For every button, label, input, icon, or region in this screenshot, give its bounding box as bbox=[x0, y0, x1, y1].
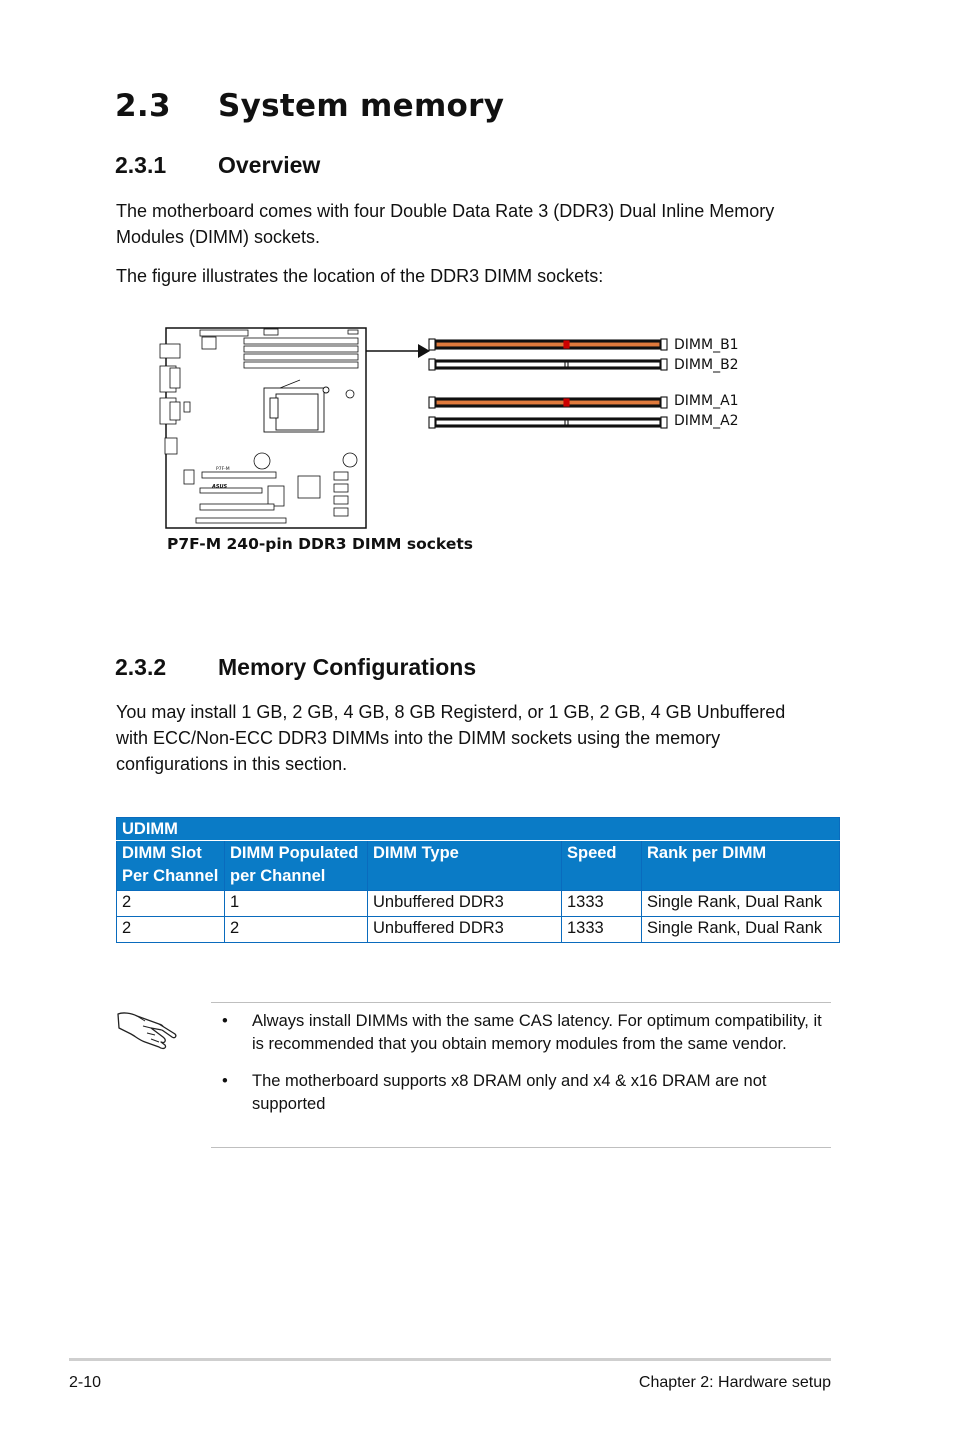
overview-number: 2.3.1 bbox=[115, 152, 167, 178]
figure-caption: P7F-M 240-pin DDR3 DIMM sockets bbox=[167, 535, 473, 553]
table-cell: 1 bbox=[225, 891, 368, 917]
col-header-populated: DIMM Populated per Channel bbox=[225, 841, 368, 891]
table-cell: 2 bbox=[117, 891, 225, 917]
dimm-b1-label: DIMM_B1 bbox=[674, 337, 739, 353]
udimm-config-table bbox=[116, 817, 840, 943]
table-cell: Unbuffered DDR3 bbox=[368, 891, 562, 917]
table-row bbox=[117, 917, 840, 943]
dimm-a2-label: DIMM_A2 bbox=[674, 413, 739, 429]
note-top-rule bbox=[211, 1002, 831, 1003]
table-cell: 2 bbox=[225, 917, 368, 943]
dimm-a1-label: DIMM_A1 bbox=[674, 393, 739, 409]
overview-heading bbox=[115, 152, 320, 179]
dimm-b2-label: DIMM_B2 bbox=[674, 357, 739, 373]
board-logo: ASUS bbox=[212, 484, 228, 490]
note-text: Always install DIMMs with the same CAS latency. For optimum compatibility, it is recommended that you obtain memory modules from the same vendor. bbox=[252, 1012, 822, 1053]
pointing-hand-icon bbox=[115, 1004, 179, 1050]
section-number: 2.3 bbox=[115, 88, 171, 124]
overview-title: Overview bbox=[218, 152, 321, 178]
col-header-dimm-type: DIMM Type bbox=[368, 841, 562, 891]
page-number: 2-10 bbox=[69, 1374, 102, 1391]
enlarged-dimm-slots bbox=[429, 339, 667, 428]
memory-config-number: 2.3.2 bbox=[115, 654, 167, 680]
col-header-speed: Speed bbox=[562, 841, 642, 891]
table-cell: Unbuffered DDR3 bbox=[368, 917, 562, 943]
table-title: UDIMM bbox=[117, 818, 840, 841]
note-list bbox=[222, 1010, 827, 1130]
bullet: • bbox=[222, 1012, 228, 1030]
memory-config-paragraph: You may install 1 GB, 2 GB, 4 GB, 8 GB Registerd, or 1 GB, 2 GB, 4 GB Unbuffered with ECC/Non-ECC DDR3 DIMMs into the DIMM sockets using the memory configurations in this section. bbox=[116, 702, 786, 774]
note-text: The motherboard supports x8 DRAM only and x4 & x16 DRAM are not supported bbox=[252, 1072, 767, 1113]
table-cell: Single Rank, Dual Rank bbox=[642, 917, 840, 943]
section-title: System memory bbox=[218, 88, 505, 124]
table-cell: Single Rank, Dual Rank bbox=[642, 891, 840, 917]
table-cell: 1333 bbox=[562, 891, 642, 917]
table-cell: 2 bbox=[117, 917, 225, 943]
note-bottom-rule bbox=[211, 1147, 831, 1148]
section-heading bbox=[115, 88, 504, 124]
note-item bbox=[222, 1070, 827, 1116]
overview-paragraph: The motherboard comes with four Double Data Rate 3 (DDR3) Dual Inline Memory Modules (DIMM) sockets. bbox=[116, 201, 775, 247]
cpu-socket bbox=[264, 387, 329, 432]
note-item bbox=[222, 1010, 827, 1056]
chapter-label: Chapter 2: Hardware setup bbox=[638, 1374, 831, 1391]
figure-intro-paragraph: The figure illustrates the location of the DDR3 DIMM sockets: bbox=[116, 266, 604, 286]
memory-config-heading bbox=[115, 654, 476, 681]
board-model-label: P7F-M bbox=[216, 467, 230, 472]
col-header-rank: Rank per DIMM bbox=[642, 841, 840, 891]
table-row bbox=[117, 891, 840, 917]
bullet: • bbox=[222, 1072, 228, 1090]
col-header-slot-per-channel: DIMM Slot Per Channel bbox=[117, 841, 225, 891]
footer-rule bbox=[69, 1358, 831, 1361]
memory-config-title: Memory Configurations bbox=[218, 654, 477, 680]
table-cell: 1333 bbox=[562, 917, 642, 943]
